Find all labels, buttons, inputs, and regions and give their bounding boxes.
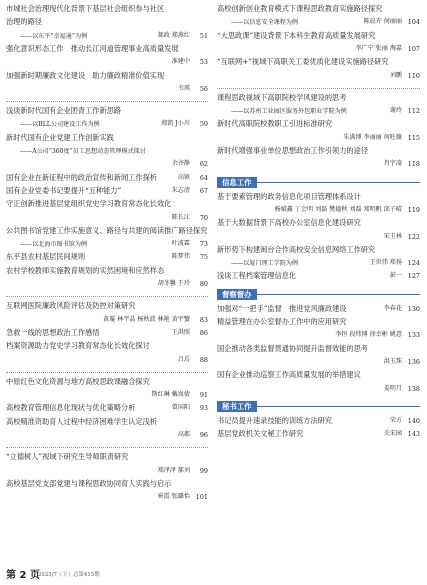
toc-entry-byline[interactable] [6,146,208,156]
toc-entry[interactable] [6,403,208,413]
toc-entry-title: 强化意识形态工作 推动长江河道管理事业高质量发展 [6,43,179,53]
toc-entry-byline[interactable] [217,357,420,367]
toc-entry-page-number: 83 [199,315,208,324]
toc-entry-author: 王世伟 郑扬 [369,259,402,267]
toc-entry-title: 急救一线的思想政治工作感悟 [6,327,100,337]
toc-entry-byline[interactable] [217,258,420,268]
toc-entry[interactable] [217,146,420,156]
toc-entry-author: 胡冬馨 王玲 [157,280,190,287]
toc-entry-page-number: 122 [407,232,420,241]
toc-entry-page-number: 51 [199,31,208,40]
toc-entry-page-number: 138 [407,384,420,393]
toc-entry[interactable] [6,226,208,236]
toc-entry[interactable] [6,328,208,338]
toc-entry[interactable] [217,93,420,103]
toc-entry[interactable] [6,71,208,81]
toc-entry-title: 守正创新推进基层党组织党史学习教育常态化长效化 [6,199,172,209]
toc-entry-page-number: 88 [199,355,208,364]
section-divider [6,296,208,297]
toc-entry-page-number: 96 [199,431,208,439]
toc-entry-byline[interactable] [6,213,208,223]
toc-entry-subtitle: ——A公司“360度”员工思想动态管理模式探讨 [20,148,146,155]
toc-entry-byline[interactable] [6,57,208,67]
toc-entry-title: 加强对“一把手”监督 推进党风廉政建设 [217,303,347,313]
toc-entry[interactable] [6,417,208,427]
toc-entry-page-number: 110 [407,71,420,80]
toc-entry-title: 浅谈新时代国有企业团青工作新思路 [6,106,122,116]
toc-entry-subtitle: ——以信息安全课程为例 [231,19,299,27]
toc-entry[interactable] [217,218,420,228]
toc-entry[interactable] [217,304,420,314]
toc-entry-page-number: 75 [199,253,208,262]
toc-entry-title: 中原红色文化资源与地方高校思政课融合探究 [6,376,150,386]
toc-entry-title: 新形势下构建闽台合作高校安全信息网络工作研究 [217,244,376,254]
toc-entry-page-number: 53 [199,58,208,67]
toc-entry[interactable] [6,4,208,14]
section-divider [6,372,208,373]
toc-entry-title: 基于大数据背景下高校办公室信息化建设研究 [217,218,361,228]
toc-entry[interactable] [217,31,420,41]
toc-entry-author: 韦瑛 [177,84,190,92]
toc-entry-title: 书记员提升速录技能的训练方法研究 [217,415,333,425]
toc-entry-title: 档案资源助力党史学习教育常态化长效化探讨 [6,341,150,351]
toc-entry[interactable] [217,429,420,439]
toc-entry-author: 王洪照 [171,328,190,336]
toc-entry-author: 曾国阳 [171,404,190,412]
toc-entry[interactable] [6,44,208,54]
toc-entry-page-number: 86 [199,328,208,337]
toc-entry-page-number: 118 [407,160,420,169]
toc-entry-page-number: 101 [195,493,208,502]
toc-entry-page-number: 104 [407,18,420,27]
toc-entry-page-number: 136 [407,357,420,366]
toc-entry-author: 陈梦伟 [171,253,190,261]
toc-entry-byline[interactable] [217,232,420,242]
toc-entry[interactable] [6,133,208,143]
toc-entry[interactable] [217,370,420,380]
toc-entry-title: 课程思政视域下高职院校学风建设的思考 [217,92,347,102]
toc-entry[interactable] [6,199,208,209]
toc-entry-author: 郑泽泽 郝刘 [157,466,190,474]
section-title: 秘书工作 [217,401,257,412]
toc-entry-byline[interactable] [6,466,208,476]
toc-entry-byline[interactable] [6,31,208,41]
toc-entry-author: 李春花 [383,304,402,312]
toc-entry[interactable] [217,271,420,281]
toc-entry-author: 黄璇 林宇晶 杨秋波 林艳 黄宇蟹 [103,315,190,323]
toc-entry-page-number: 140 [407,416,420,425]
toc-entry-byline[interactable] [6,492,208,502]
toc-entry[interactable] [6,479,208,489]
toc-entry-title: 国有企业党委书记要提升“五种能力” [6,185,122,195]
toc-entry-byline[interactable] [6,315,208,325]
toc-entry-byline[interactable] [217,205,420,215]
toc-entry-byline[interactable] [6,279,208,289]
toc-entry-author: 杨斌鑫 丁会明 刘磊 樊德秋 刘磊 郑明帆 邱子晴 [274,205,402,213]
toc-entry-author: 叶波霖 [171,240,190,248]
toc-entry-title: 精益管理在办公室督办工作中的应用研究 [217,317,347,326]
toc-entry-page-number: 127 [407,272,420,281]
toc-entry-author: 谢玲 [389,107,402,115]
toc-entry-subtitle: ——以BLL公司建设工作为例 [20,121,100,129]
toc-entry-title: 高校基层党支部党建与课程思政协同育人实践与启示 [6,478,172,488]
toc-entry[interactable] [217,317,420,327]
toc-entry-page-number: 143 [407,430,420,439]
toc-entry[interactable] [6,17,208,27]
toc-entry-title: 新时代增强事业单位思想政治工作引领力的途径 [217,146,368,155]
toc-entry-author: 朱志清 [171,186,190,194]
toc-entry[interactable] [6,452,208,462]
toc-entry-byline[interactable] [217,106,420,116]
toc-entry-subtitle: ——以东平“幸福通”为例 [20,32,88,40]
toc-entry-page-number: 73 [199,240,208,249]
section-title: 督察督办 [217,289,257,300]
section-rule [253,406,420,407]
toc-entry-page-number: 107 [407,44,420,53]
page-footer [6,566,306,580]
toc-entry-byline[interactable] [217,44,420,54]
toc-entry-author: 洪玉珠 [383,357,402,365]
toc-entry-byline[interactable] [6,159,208,169]
toc-entry-byline[interactable] [217,384,420,394]
toc-entry-title: 基层党政机关文秘工作研究 [217,429,304,439]
toc-entry-author: 斯红琳 戴岚倩 [151,391,190,399]
toc-entry-byline[interactable] [217,133,420,143]
section-divider [6,101,208,102]
toc-entry-title: 东平县农村基层民间规则 [6,252,86,262]
toc-entry-subtitle: ——以厦门理工学院为例 [231,260,299,268]
toc-entry-author: 荣方 [389,416,402,424]
toc-entry-byline[interactable] [217,159,420,169]
toc-entry-page-number: 67 [199,186,208,195]
toc-entry[interactable] [6,266,208,276]
toc-entry-title: “大思政课”建设背景下本科生教育高质量发展研究 [217,30,376,40]
toc-entry-title: 市城社会治理现代化背景下基层社会组织参与社区 [6,4,165,13]
toc-entry-author: 肖宇凌 [383,160,402,168]
toc-entry[interactable] [6,377,208,387]
toc-entry-author: 刘鹏 [389,71,402,79]
toc-entry[interactable] [6,106,208,116]
toc-entry-title: 国有企业在新征程中的政治宣传和新闻工作探析 [6,172,157,182]
section-header [217,177,420,188]
toc-entry-page-number: 70 [199,213,208,222]
toc-entry-author: 郑凯 J小川 [161,120,190,128]
toc-entry[interactable] [6,173,208,183]
toc-entry-author: 准建中 [171,58,190,66]
toc-entry[interactable] [6,186,208,196]
toc-entry-author: 高郡 [177,431,190,438]
toc-entry-byline[interactable] [217,17,420,27]
toc-entry[interactable] [217,245,420,255]
toc-entry-title: 互联网医院廉政风险评估及防控对策研究 [6,301,136,311]
section-header [217,401,420,412]
section-rule [253,294,420,295]
toc-entry-byline[interactable] [6,430,208,440]
toc-entry-page-number: 59 [199,120,208,129]
toc-entry-title: 国企推动各类监督贯通协同提升监督效能的思考 [217,343,368,353]
toc-entry-byline[interactable] [6,390,208,400]
toc-entry-page-number: 56 [199,84,208,93]
toc-entry-page-number: 64 [199,173,208,182]
toc-entry-title: “立德树人”视域下研究生导师职责研究 [6,452,129,462]
toc-entry-byline[interactable] [217,330,420,340]
toc-entry-title: 新时代国有企业党建工作创新实践 [6,132,114,142]
toc-entry-author: 陈晨卉 何丽丽 [363,18,402,26]
toc-entry-author: 宋玉林 [383,232,402,240]
toc-entry-title: 农村学校教师实施教育规划的实然困境和应然样态 [6,265,165,275]
toc-entry-byline[interactable] [217,71,420,81]
toc-entry-author: 高镇 [177,173,190,181]
toc-entry-title: 浅谈工程档案管理信息化 [217,271,297,281]
section-header [217,289,420,300]
toc-entry-title: 公共图书馆党建工作实施意义、路径与共建的阅读推广路径探究 [6,225,208,235]
footer-page-number: 第 2 页 [6,570,40,581]
toc-entry-byline[interactable] [6,84,208,94]
toc-entry-author: 姜明月 [383,384,402,392]
toc-entry-page-number: 133 [407,331,420,340]
toc-entry[interactable] [217,4,420,14]
toc-entry-page-number: 124 [407,259,420,268]
toc-entry-byline[interactable] [6,239,208,249]
toc-entry-author: 吕焉 [177,355,190,363]
toc-entry-subtitle: ——以北海市图书馆为例 [20,241,88,249]
toc-entry[interactable] [6,301,208,311]
toc-entry-title: 加强新时期廉政文化建设 助力廉政精准价值实现 [6,70,165,80]
toc-entry-author: 陈长江 [171,213,190,221]
toc-entry-page-number: 115 [407,133,420,142]
toc-entry-page-number: 119 [407,205,420,214]
toc-entry-title: 高校创新创业教育模式下课程思政教育实施路径探究 [217,4,383,13]
toc-entry[interactable] [217,57,420,67]
toc-entry-page-number: 99 [199,466,208,475]
toc-entry-page-number: 93 [199,404,208,413]
toc-entry-title: 新时代高职院校教职工引进标准研究 [217,119,333,129]
toc-entry-subtitle: ——以苏州工业园区服务外包职业学院为例 [231,108,347,116]
toc-entry-title: 高校精准资助育人过程中经济困难学生认定浅析 [6,416,157,426]
toc-entry-title: “互联网+”视域下高职关工委优质化建设实施路径研究 [217,57,389,67]
toc-entry-title: 治理的路径 [6,17,42,27]
toc-entry-title: 高校教育管理信息化现状与优化策略分析 [6,403,136,413]
toc-entry-author: 关宋园 [383,430,402,438]
section-divider [217,88,420,89]
toc-entry-author: 李广宁 张丽 淘嘉 [355,44,402,52]
toc-entry-title: 基于要素管理的政务信息化项目管理体系设计 [217,191,361,201]
toc-entry[interactable] [217,119,420,129]
toc-entry[interactable] [217,192,420,202]
toc-entry-author: 余齐静 [171,160,190,168]
toc-entry[interactable] [6,252,208,262]
section-divider [6,447,208,448]
toc-entry[interactable] [217,344,420,354]
footer-issue-info: 2023/7（下）总第415期 [38,572,100,578]
toc-entry-author: 朱满博 李丽丽 何旺薇 [343,133,402,141]
toc-entry-page-number: 91 [199,391,208,400]
toc-entry[interactable] [217,416,420,426]
toc-entry-author: 郝政 郑燕红 [157,31,190,39]
toc-entry-byline[interactable] [6,355,208,365]
toc-entry-page-number: 112 [407,107,420,116]
toc-entry-title: 国有企业推动巡察工作高质量发展的举措建议 [217,370,361,380]
toc-entry-page-number: 80 [199,280,208,288]
toc-entry-author: 李恒 段炜博 徐幸彬 姚意 [335,331,402,339]
toc-entry-author: 崔霞 张璐怡 [157,493,190,501]
toc-entry-page-number: 62 [199,160,208,169]
toc-entry[interactable] [6,341,208,351]
section-title: 信息工作 [217,177,257,188]
toc-entry-author: 彭一 [389,272,402,280]
section-rule [253,182,420,183]
toc-entry-byline[interactable] [6,119,208,129]
toc-entry-page-number: 130 [407,304,420,313]
